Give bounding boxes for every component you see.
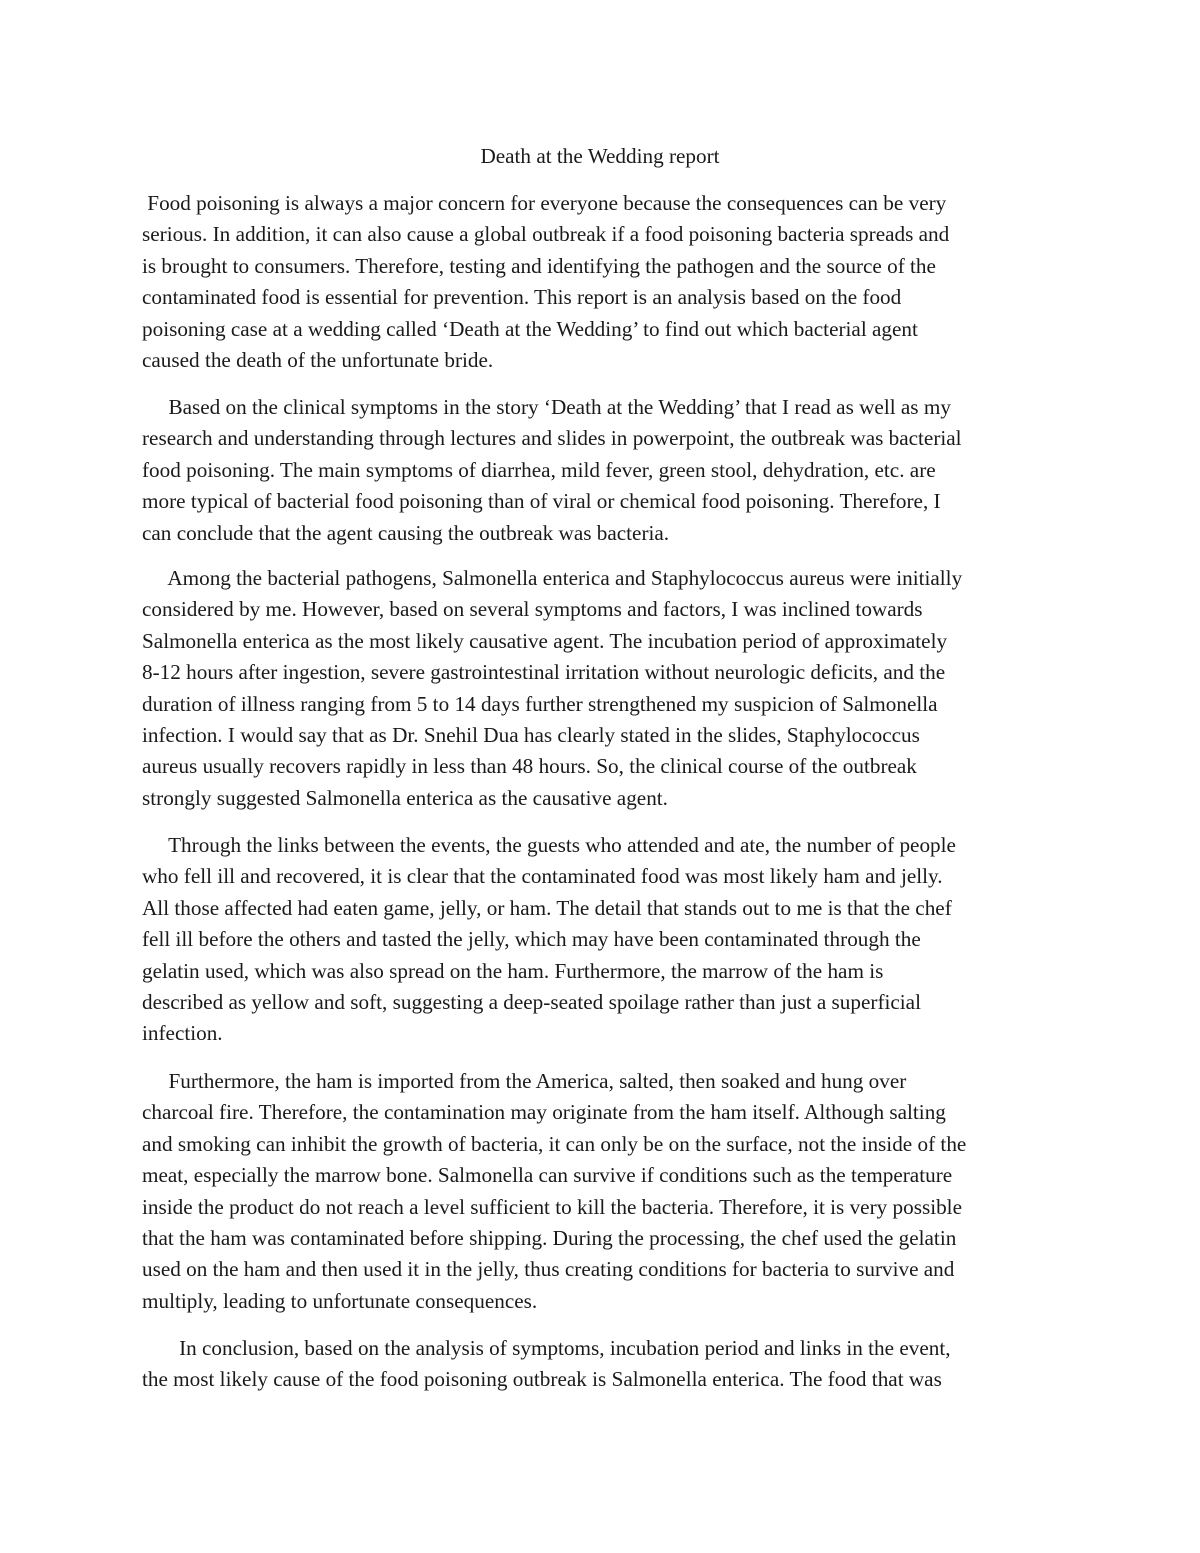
paragraph-line: contaminated food is essential for prevention. This report is an analysis based on the food — [142, 285, 902, 310]
paragraph-line: meat, especially the marrow bone. Salmonella can survive if conditions such as the temperature — [142, 1163, 953, 1188]
paragraph-line: Among the bacterial pathogens, Salmonella enterica and Staphylococcus aureus were initially — [142, 566, 963, 590]
report-title: Death at the Wedding report — [480, 144, 720, 168]
paragraph-line: caused the death of the unfortunate bride. — [142, 348, 494, 373]
paragraph-line: gelatin used, which was also spread on the ham. Furthermore, the marrow of the ham is — [142, 958, 884, 983]
paragraph-line: infection. — [142, 1021, 223, 1046]
paragraph-line: Salmonella enterica as the most likely causative agent. The incubation period of approximately — [142, 628, 948, 653]
paragraph-line: multiply, leading to unfortunate consequences. — [142, 1288, 538, 1313]
paragraph-conclusion — [142, 1333, 1064, 1396]
paragraph-line: considered by me. However, based on several symptoms and factors, I was inclined towards — [142, 597, 923, 622]
paragraph-line: used on the ham and then used it in the jelly, thus creating conditions for bacteria to survive and — [142, 1257, 955, 1282]
paragraph-bacterial-pathogens — [142, 563, 1064, 814]
paragraph-line: and smoking can inhibit the growth of bacteria, it can only be on the surface, not the inside of the — [142, 1131, 967, 1156]
paragraph-line: research and understanding through lectures and slides in powerpoint, the outbreak was bacterial — [142, 426, 962, 451]
paragraph-line: fell ill before the others and tasted the jelly, which may have been contaminated through the — [142, 927, 921, 952]
paragraph-line: described as yellow and soft, suggesting a deep-seated spoilage rather than just a superficial — [142, 990, 921, 1015]
paragraph-introduction — [142, 188, 1064, 376]
paragraph-line: food poisoning. The main symptoms of diarrhea, mild fever, green stool, dehydration, etc. are — [142, 457, 936, 482]
paragraph-line: 8-12 hours after ingestion, severe gastrointestinal irritation without neurologic deficits, and the — [142, 660, 946, 685]
paragraph-line: Food poisoning is always a major concern for everyone because the consequences can be very — [142, 191, 947, 215]
paragraph-line: serious. In addition, it can also cause a global outbreak if a food poisoning bacteria spreads and — [142, 222, 950, 247]
paragraph-line: Through the links between the events, the guests who attended and ate, the number of people — [142, 833, 956, 857]
paragraph-line: strongly suggested Salmonella enterica as the causative agent. — [142, 785, 668, 810]
paragraph-line: that the ham was contaminated before shipping. During the processing, the chef used the gelatin — [142, 1226, 957, 1251]
paragraph-event-links — [142, 830, 1064, 1050]
paragraph-line: duration of illness ranging from 5 to 14 days further strengthened my suspicion of Salmonella — [142, 691, 938, 716]
paragraph-line: aureus usually recovers rapidly in less than 48 hours. So, the clinical course of the outbreak — [142, 754, 917, 779]
paragraph-line: In conclusion, based on the analysis of symptoms, incubation period and links in the event, — [142, 1336, 951, 1360]
paragraph-ham-origin — [142, 1066, 1064, 1317]
paragraph-line: can conclude that the agent causing the outbreak was bacteria. — [142, 520, 670, 545]
paragraph-line: poisoning case at a wedding called ‘Death at the Wedding’ to find out which bacterial agent — [142, 316, 918, 341]
paragraph-line: charcoal fire. Therefore, the contamination may originate from the ham itself. Although salting — [142, 1100, 946, 1125]
paragraph-line: infection. I would say that as Dr. Snehil Dua has clearly stated in the slides, Staphylococcus — [142, 723, 920, 748]
paragraph-line: is brought to consumers. Therefore, testing and identifying the pathogen and the source of the — [142, 253, 936, 278]
paragraph-line: who fell ill and recovered, it is clear that the contaminated food was most likely ham and jelly. — [142, 864, 943, 889]
paragraph-line: more typical of bacterial food poisoning than of viral or chemical food poisoning. Therefore, I — [142, 489, 941, 514]
paragraph-line: Furthermore, the ham is imported from the America, salted, then soaked and hung over — [142, 1069, 907, 1093]
paragraph-line: the most likely cause of the food poisoning outbreak is Salmonella enterica. The food that was — [142, 1367, 942, 1392]
paragraph-line: All those affected had eaten game, jelly, or ham. The detail that stands out to me is that the chef — [142, 895, 952, 920]
paragraph-line: inside the product do not reach a level sufficient to kill the bacteria. Therefore, it is very possible — [142, 1194, 962, 1219]
paragraph-line: Based on the clinical symptoms in the story ‘Death at the Wedding’ that I read as well as my — [142, 395, 951, 419]
paragraph-clinical-symptoms — [142, 392, 1064, 549]
